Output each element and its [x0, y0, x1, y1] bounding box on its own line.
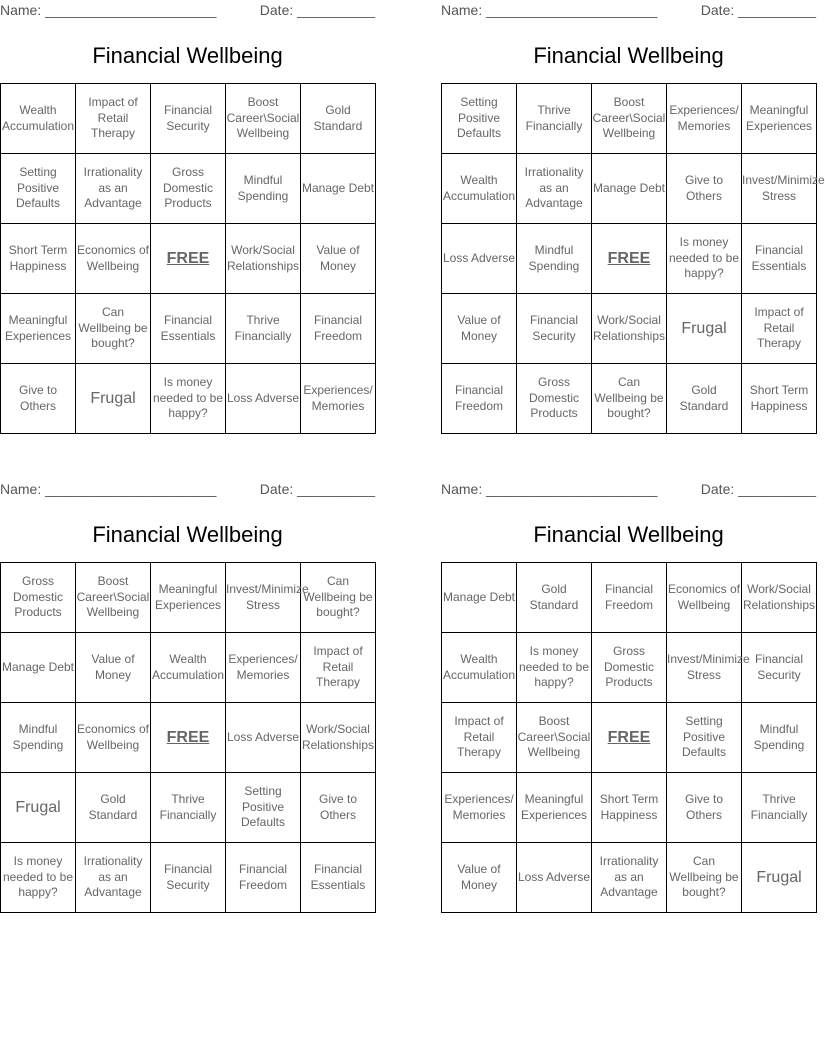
date-field: Date: __________	[700, 2, 816, 18]
bingo-cell: Gold Standard	[301, 84, 376, 154]
grid-row	[1, 84, 376, 154]
grid-row	[1, 224, 376, 294]
bingo-cell: Meaningful Experiences	[517, 773, 592, 843]
bingo-cell: Impact of Retail Therapy	[76, 84, 151, 154]
bingo-cell: Meaningful Experiences	[742, 84, 817, 154]
bingo-cell: Invest/Minimize Stress	[742, 154, 817, 224]
grid-row	[442, 84, 817, 154]
bingo-cell: Financial Security	[151, 84, 226, 154]
bingo-cell: Can Wellbeing be bought?	[592, 364, 667, 434]
bingo-cell: Experiences/ Memories	[226, 633, 301, 703]
bingo-cell: Wealth Accumulation	[442, 633, 517, 703]
bingo-cell: Boost Career\Social Wellbeing	[226, 84, 301, 154]
bingo-cell: Is money needed to be happy?	[517, 633, 592, 703]
bingo-cell: Setting Positive Defaults	[226, 773, 301, 843]
bingo-cell: Impact of Retail Therapy	[442, 703, 517, 773]
bingo-cell: Experiences/ Memories	[667, 84, 742, 154]
card-title: Financial Wellbeing	[92, 522, 283, 547]
card-title: Financial Wellbeing	[533, 43, 724, 68]
free-space-cell: FREE	[151, 703, 226, 773]
bingo-cell: Economics of Wellbeing	[76, 703, 151, 773]
bingo-cell: Work/Social Relationships	[226, 224, 301, 294]
bingo-cell: Loss Adverse	[517, 843, 592, 913]
bingo-cell: Impact of Retail Therapy	[301, 633, 376, 703]
bingo-cell: Gross Domestic Products	[592, 633, 667, 703]
bingo-cell: Financial Essentials	[151, 294, 226, 364]
card-title: Financial Wellbeing	[533, 522, 724, 547]
bingo-grid	[0, 83, 376, 434]
card-title: Financial Wellbeing	[92, 43, 283, 68]
bingo-card-4	[441, 479, 816, 900]
name-field: Name: ______________________	[441, 2, 658, 18]
bingo-cell: Financial Essentials	[742, 224, 817, 294]
bingo-cell: Give to Others	[667, 154, 742, 224]
bingo-cell: Mindful Spending	[742, 703, 817, 773]
bingo-card-2	[441, 0, 825, 421]
free-space-cell: FREE	[592, 703, 667, 773]
bingo-cell: Gross Domestic Products	[151, 154, 226, 224]
grid-row	[442, 294, 817, 364]
bingo-cell: Frugal	[76, 364, 151, 434]
card-header	[0, 479, 375, 501]
bingo-cell: Loss Adverse	[226, 364, 301, 434]
bingo-cell: Give to Others	[1, 364, 76, 434]
bingo-cell: Is money needed to be happy?	[667, 224, 742, 294]
bingo-grid	[441, 562, 817, 913]
free-space-cell: FREE	[151, 224, 226, 294]
bingo-cell: Invest/Minimize Stress	[667, 633, 742, 703]
bingo-grid	[0, 562, 376, 913]
bingo-cell: Financial Security	[151, 843, 226, 913]
grid-row	[442, 154, 817, 224]
bingo-cell: Setting Positive Defaults	[667, 703, 742, 773]
date-field: Date: __________	[700, 481, 816, 497]
bingo-cell: Gold Standard	[76, 773, 151, 843]
bingo-cell: Value of Money	[301, 224, 376, 294]
bingo-cell: Frugal	[1, 773, 76, 843]
grid-row	[1, 843, 376, 913]
bingo-cell: Experiences/ Memories	[442, 773, 517, 843]
bingo-cell: Frugal	[742, 843, 817, 913]
bingo-cell: Gross Domestic Products	[517, 364, 592, 434]
bingo-cell: Thrive Financially	[151, 773, 226, 843]
bingo-cell: Thrive Financially	[226, 294, 301, 364]
grid-row	[442, 224, 817, 294]
grid-row	[442, 364, 817, 434]
card-header	[0, 0, 375, 22]
bingo-cell: Wealth Accumulation	[442, 154, 517, 224]
bingo-cell: Impact of Retail Therapy	[742, 294, 817, 364]
bingo-cell: Short Term Happiness	[1, 224, 76, 294]
bingo-cell: Can Wellbeing be bought?	[76, 294, 151, 364]
grid-row	[442, 703, 817, 773]
bingo-cell: Financial Freedom	[442, 364, 517, 434]
bingo-grid	[441, 83, 825, 434]
bingo-card-1	[0, 0, 375, 421]
bingo-cell: Mindful Spending	[1, 703, 76, 773]
bingo-cell: Thrive Financially	[517, 84, 592, 154]
bingo-cell: Meaningful Experiences	[151, 563, 226, 633]
date-field: Date: __________	[259, 481, 375, 497]
bingo-cell: Mindful Spending	[517, 224, 592, 294]
bingo-cell: Irrationality as an Advantage	[76, 843, 151, 913]
grid-row	[1, 633, 376, 703]
bingo-card-3	[0, 479, 375, 900]
bingo-cell: Work/Social Relationships	[592, 294, 667, 364]
bingo-cell: Work/Social Relationships	[301, 703, 376, 773]
bingo-cell: Setting Positive Defaults	[1, 154, 76, 224]
grid-row	[442, 843, 817, 913]
bingo-cell: Experiences/ Memories	[301, 364, 376, 434]
bingo-cell: Setting Positive Defaults	[442, 84, 517, 154]
bingo-cell: Financial Security	[517, 294, 592, 364]
bingo-cell: Irrationality as an Advantage	[76, 154, 151, 224]
bingo-cell: Manage Debt	[442, 563, 517, 633]
bingo-cell: Gold Standard	[517, 563, 592, 633]
name-field: Name: ______________________	[0, 2, 217, 18]
bingo-cell: Value of Money	[76, 633, 151, 703]
grid-row	[442, 563, 817, 633]
bingo-cell: Financial Security	[742, 633, 817, 703]
name-field: Name: ______________________	[0, 481, 217, 497]
bingo-cell: Irrationality as an Advantage	[592, 843, 667, 913]
bingo-cell: Is money needed to be happy?	[1, 843, 76, 913]
grid-row	[1, 773, 376, 843]
name-field: Name: ______________________	[441, 481, 658, 497]
grid-row	[1, 563, 376, 633]
bingo-cell: Value of Money	[442, 294, 517, 364]
bingo-cell: Give to Others	[667, 773, 742, 843]
bingo-cell: Irrationality as an Advantage	[517, 154, 592, 224]
bingo-cell: Manage Debt	[301, 154, 376, 224]
date-field: Date: __________	[259, 2, 375, 18]
free-space-cell: FREE	[592, 224, 667, 294]
bingo-cell: Value of Money	[442, 843, 517, 913]
bingo-cell: Work/Social Relationships	[742, 563, 817, 633]
bingo-cell: Financial Freedom	[301, 294, 376, 364]
grid-row	[1, 364, 376, 434]
grid-row	[1, 294, 376, 364]
bingo-cell: Is money needed to be happy?	[151, 364, 226, 434]
card-header	[441, 0, 816, 22]
bingo-cell: Loss Adverse	[442, 224, 517, 294]
bingo-cell: Mindful Spending	[226, 154, 301, 224]
bingo-cell: Invest/Minimize Stress	[226, 563, 301, 633]
bingo-cell: Manage Debt	[592, 154, 667, 224]
bingo-cell: Financial Freedom	[226, 843, 301, 913]
grid-row	[1, 154, 376, 224]
bingo-cell: Financial Freedom	[592, 563, 667, 633]
card-header	[441, 479, 816, 501]
bingo-cell: Can Wellbeing be bought?	[301, 563, 376, 633]
bingo-cell: Boost Career\Social Wellbeing	[592, 84, 667, 154]
bingo-cell: Financial Essentials	[301, 843, 376, 913]
bingo-cell: Give to Others	[301, 773, 376, 843]
bingo-cell: Can Wellbeing be bought?	[667, 843, 742, 913]
bingo-cell: Thrive Financially	[742, 773, 817, 843]
bingo-cell: Gold Standard	[667, 364, 742, 434]
bingo-cell: Economics of Wellbeing	[667, 563, 742, 633]
bingo-cell: Economics of Wellbeing	[76, 224, 151, 294]
bingo-cell: Wealth Accumulation	[1, 84, 76, 154]
bingo-cell: Loss Adverse	[226, 703, 301, 773]
bingo-cell: Boost Career\Social Wellbeing	[76, 563, 151, 633]
bingo-cell: Wealth Accumulation	[151, 633, 226, 703]
bingo-cell: Meaningful Experiences	[1, 294, 76, 364]
grid-row	[442, 773, 817, 843]
bingo-cell: Boost Career\Social Wellbeing	[517, 703, 592, 773]
bingo-cell: Manage Debt	[1, 633, 76, 703]
bingo-cell: Short Term Happiness	[592, 773, 667, 843]
bingo-cell: Gross Domestic Products	[1, 563, 76, 633]
grid-row	[1, 703, 376, 773]
bingo-cell: Frugal	[667, 294, 742, 364]
grid-row	[442, 633, 817, 703]
bingo-cell: Short Term Happiness	[742, 364, 817, 434]
